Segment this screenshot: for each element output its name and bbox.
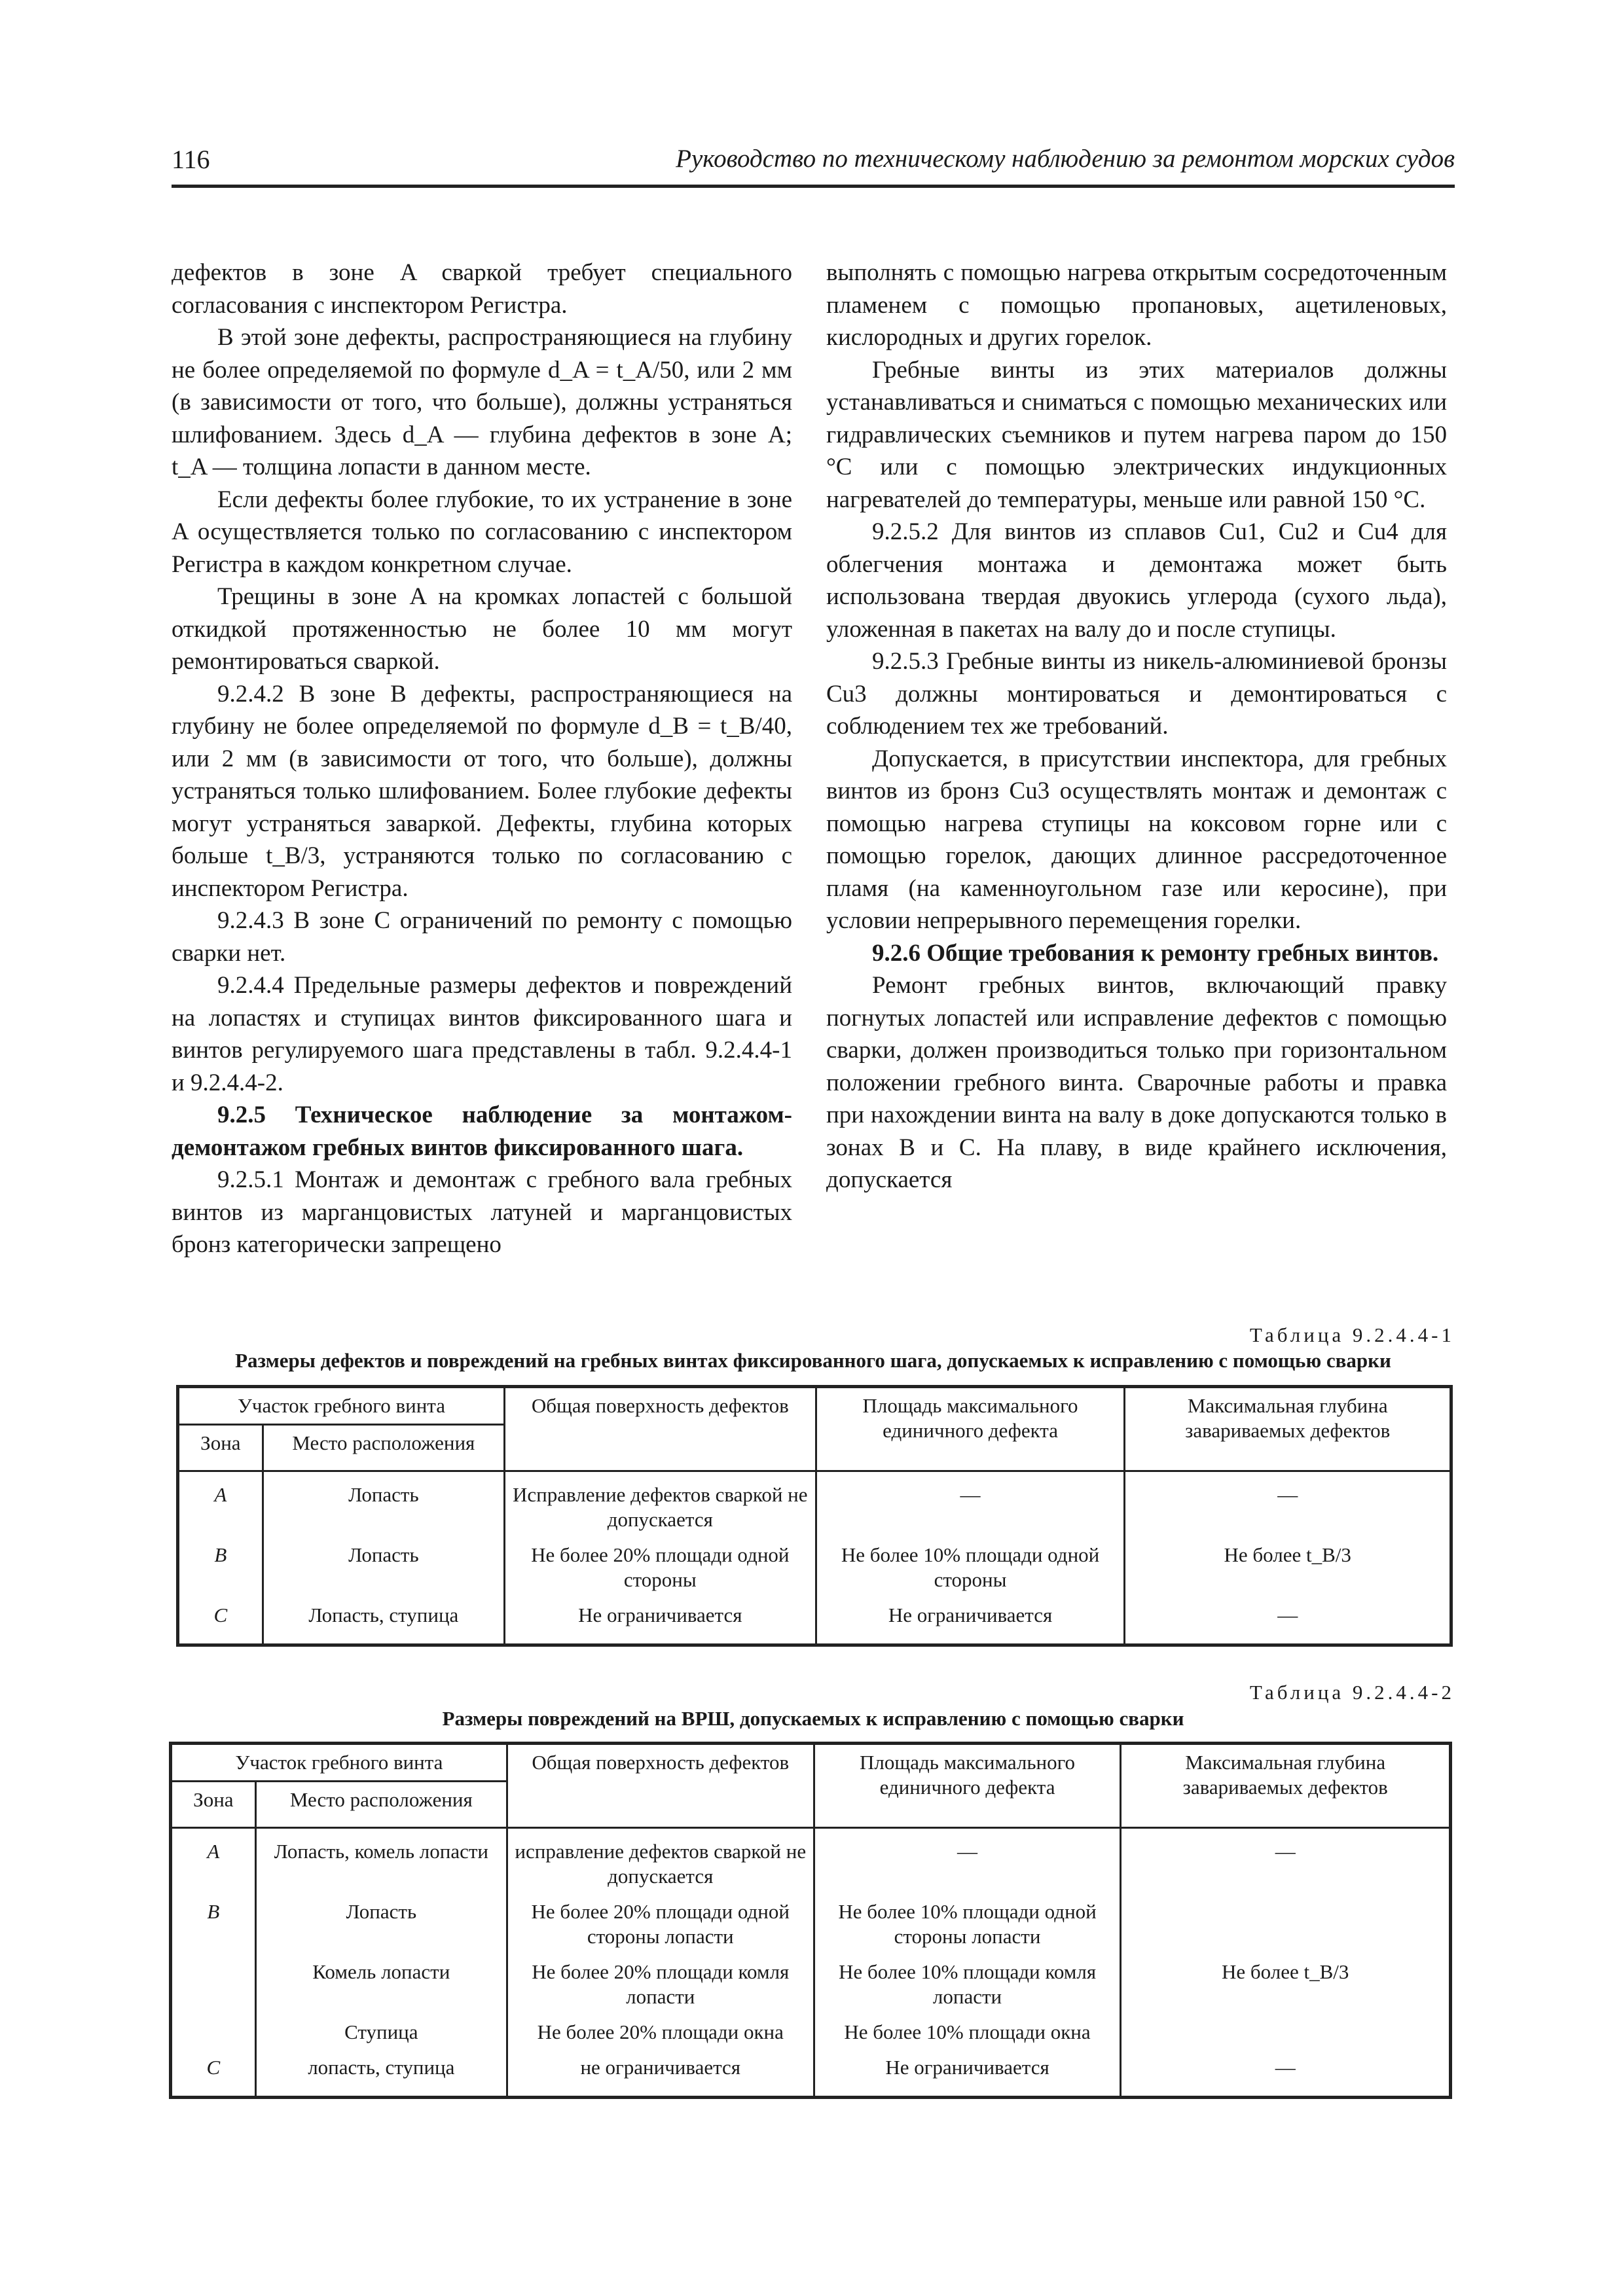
table-cell: Лопасть	[263, 1537, 504, 1598]
table1-number: Таблица 9.2.4.4-1	[1249, 1323, 1455, 1346]
header-cell: Зона	[178, 1425, 263, 1471]
table-cell: —	[1121, 2050, 1451, 2098]
table2-number: Таблица 9.2.4.4-2	[1249, 1681, 1455, 1704]
page-number: 116	[172, 145, 210, 174]
header-cell: Максимальная глубина завариваемых дефектов	[1121, 1744, 1451, 1828]
table-cell: лопасть, ступица	[255, 2050, 507, 2098]
table-row	[171, 2015, 1451, 2050]
table-cell	[1121, 2015, 1451, 2050]
page-header	[172, 143, 1455, 188]
header-cell: Участок гребного винта	[178, 1387, 505, 1425]
table-cell: Не более 10% площади комля лопасти	[814, 1954, 1121, 2015]
zone-cell	[171, 2015, 256, 2050]
table-cell: Исправление дефектов сваркой не допускается	[504, 1471, 816, 1538]
paragraph: Гребные винты из этих материалов должны устанавливаться и сниматься с помощью механических или гидравлических съемников и путем нагрева паром до 150 °C или с помощью электрических индукционных нагревателей до температуры, меньше или равной 150 °C.	[826, 356, 1447, 513]
zone-cell: A	[178, 1471, 263, 1538]
table-cell: Комель лопасти	[255, 1954, 507, 2015]
right-column	[826, 257, 1447, 1196]
section-heading: 9.2.5 Техническое наблюдение за монтажом-демонтажом гребных винтов фиксированного шага.	[172, 1102, 792, 1161]
table2	[169, 1742, 1452, 2099]
zone-cell: A	[171, 1828, 256, 1895]
paragraph: Трещины в зоне A на кромках лопастей с большой откидкой протяженностью не более 10 мм могут ремонтироваться сваркой.	[172, 583, 792, 675]
zone-cell: B	[171, 1894, 256, 1954]
table-cell: Не более 10% площади одной стороны	[816, 1537, 1125, 1598]
table-cell: Лопасть	[255, 1894, 507, 1954]
table-cell	[1121, 1894, 1451, 1954]
header-cell: Участок гребного винта	[171, 1744, 507, 1782]
section-heading: 9.2.6 Общие требования к ремонту гребных винтов.	[872, 939, 1439, 967]
table-cell: Не более 20% площади окна	[507, 2015, 814, 2050]
table-cell: Лопасть, комель лопасти	[255, 1828, 507, 1895]
paragraph: Ремонт гребных винтов, включающий правку погнутых лопастей или исправление дефектов с помощью сварки, должен производиться только при горизонтальном положении гребного винта. Сварочные работы и правка при нахождении винта на валу в доке допускаются только в зонах B и C. На плаву, в виде крайнего исключения, допускается	[826, 972, 1447, 1193]
paragraph: В этой зоне дефекты, распространяющиеся на глубину не более определяемой по формуле d_A = t_A/50, или 2 мм (в зависимости от того, что больше), должны устраняться шлифованием. Здесь d_A — глубина дефектов в зоне A; t_A — толщина лопасти в данном месте.	[172, 324, 792, 480]
table-cell: Не более t_B/3	[1121, 1954, 1451, 2015]
running-title: Руководство по техническому наблюдению за ремонтом морских судов	[676, 145, 1455, 173]
header-cell: Общая поверхность дефектов	[507, 1744, 814, 1828]
table-cell: Не ограничивается	[816, 1598, 1125, 1645]
table-header-row	[178, 1387, 1451, 1425]
table1	[176, 1385, 1453, 1647]
zone-cell: B	[178, 1537, 263, 1598]
table-cell: —	[1121, 1828, 1451, 1895]
table-cell: Не более t_B/3	[1125, 1537, 1451, 1598]
table-cell: Не ограничивается	[814, 2050, 1121, 2098]
table-cell: Не более 20% площади одной стороны лопасти	[507, 1894, 814, 1954]
table-cell: Не более 10% площади окна	[814, 2015, 1121, 2050]
table-cell: Лопасть, ступица	[263, 1598, 504, 1645]
table-cell: Не ограничивается	[504, 1598, 816, 1645]
table-row	[171, 1954, 1451, 2015]
paragraph: 9.2.4.4 Предельные размеры дефектов и повреждений на лопастях и ступицах винтов фиксированного шага и винтов регулируемого шага представлены в табл. 9.2.4.4-1 и 9.2.4.4-2.	[172, 972, 792, 1096]
header-cell: Место расположения	[263, 1425, 504, 1471]
left-column	[172, 257, 792, 1261]
table-cell: —	[814, 1828, 1121, 1895]
paragraph: выполнять с помощью нагрева открытым сосредоточенным пламенем с помощью пропановых, ацетиленовых, кислородных и других горелок.	[826, 259, 1447, 351]
zone-cell: C	[171, 2050, 256, 2098]
zone-cell: C	[178, 1598, 263, 1645]
paragraph: Если дефекты более глубокие, то их устранение в зоне A осуществляется только по согласованию с инспектором Регистра в каждом конкретном случае.	[172, 486, 792, 578]
table-cell: Ступица	[255, 2015, 507, 2050]
table-row	[178, 1537, 1451, 1598]
paragraph: 9.2.5.3 Гребные винты из никель-алюминиевой бронзы Cu3 должны монтироваться и демонтироваться с соблюдением тех же требований.	[826, 648, 1447, 740]
zone-cell	[171, 1954, 256, 2015]
table-header-row	[171, 1744, 1451, 1782]
header-cell: Место расположения	[255, 1782, 507, 1828]
table-cell: —	[1125, 1471, 1451, 1538]
table-row	[171, 1894, 1451, 1954]
header-cell: Площадь максимального единичного дефекта	[814, 1744, 1121, 1828]
paragraph: 9.2.4.2 В зоне B дефекты, распространяющиеся на глубину не более определяемой по формуле d_B = t_B/40, или 2 мм (в зависимости от того, что больше), должны устраняться только шлифованием. Более глубокие дефекты могут устраняться заваркой. Дефекты, глубина которых больше t_B/3, устраняются только по согласованию с инспектором Регистра.	[172, 680, 792, 902]
paragraph: Допускается, в присутствии инспектора, для гребных винтов из бронз Cu3 осуществлять монтаж и демонтаж с помощью нагрева ступицы на коксовом горне или с помощью горелок, дающих длинное рассредоточенное пламя (на каменноугольном газе или керосине), при условии непрерывного перемещения горелки.	[826, 745, 1447, 934]
table-cell: Не более 20% площади комля лопасти	[507, 1954, 814, 2015]
table-cell: Не более 10% площади одной стороны лопасти	[814, 1894, 1121, 1954]
header-cell: Общая поверхность дефектов	[504, 1387, 816, 1471]
header-cell: Площадь максимального единичного дефекта	[816, 1387, 1125, 1471]
table1-caption: Размеры дефектов и повреждений на гребных винтах фиксированного шага, допускаемых к исправлению с помощью сварки	[235, 1349, 1391, 1372]
paragraph: 9.2.5.2 Для винтов из сплавов Cu1, Cu2 и Cu4 для облегчения монтажа и демонтажа может быть использована твердая двуокись углерода (сухого льда), уложенная в пакетах на валу до и после ступицы.	[826, 518, 1447, 643]
header-cell: Зона	[171, 1782, 256, 1828]
paragraph: 9.2.4.3 В зоне C ограничений по ремонту с помощью сварки нет.	[172, 907, 792, 967]
header-cell: Максимальная глубина завариваемых дефектов	[1125, 1387, 1451, 1471]
table-cell: исправление дефектов сваркой не допускается	[507, 1828, 814, 1895]
table-row	[178, 1598, 1451, 1645]
table-row	[171, 2050, 1451, 2098]
table-row	[178, 1471, 1451, 1538]
table-cell: —	[816, 1471, 1125, 1538]
table-row	[171, 1828, 1451, 1895]
paragraph: дефектов в зоне A сваркой требует специального согласования с инспектором Регистра.	[172, 259, 792, 319]
table-cell: Лопасть	[263, 1471, 504, 1538]
table-cell: —	[1125, 1598, 1451, 1645]
table-cell: Не более 20% площади одной стороны	[504, 1537, 816, 1598]
table2-caption: Размеры повреждений на ВРШ, допускаемых к исправлению с помощью сварки	[442, 1707, 1184, 1730]
table-cell: не ограничивается	[507, 2050, 814, 2098]
paragraph: 9.2.5.1 Монтаж и демонтаж с гребного вала гребных винтов из марганцовистых латуней и марганцовистых бронз категорически запрещено	[172, 1166, 792, 1258]
